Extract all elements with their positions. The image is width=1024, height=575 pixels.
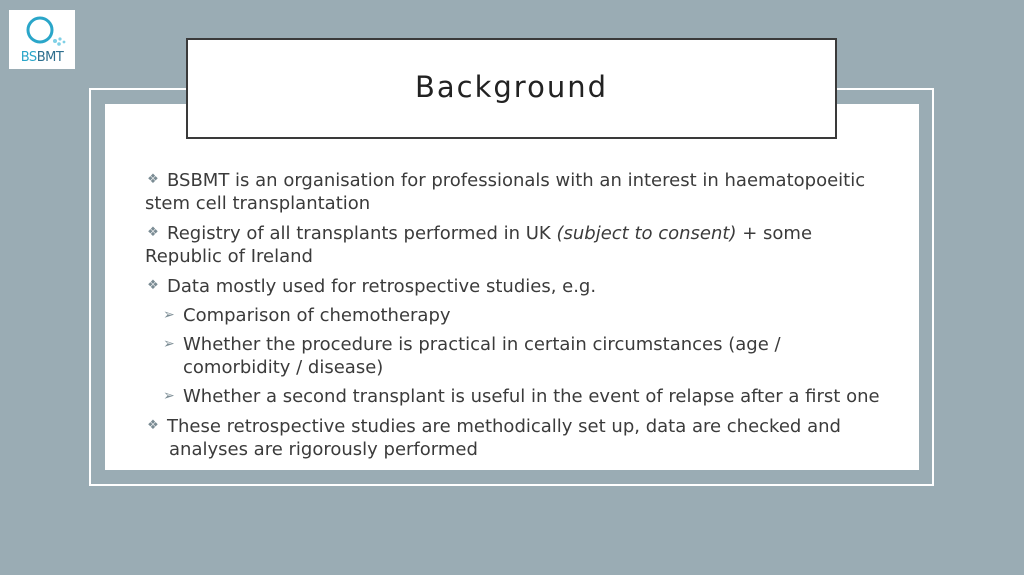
title-box (186, 38, 837, 139)
slide-title: Background (414, 69, 608, 104)
bullet-item: ❖ Data mostly used for retrospective studies, e.g. (145, 274, 880, 298)
diamond-bullet-icon: ❖ (147, 418, 159, 433)
arrow-bullet-icon: ➢ (163, 307, 175, 323)
bsbmt-logo (9, 10, 75, 69)
arrow-bullet-icon: ➢ (163, 336, 175, 352)
diamond-bullet-icon: ❖ (147, 278, 159, 293)
bullet-item: ❖ BSBMT is an organisation for professionals with an interest in haematopoeitic stem cell transplantation (145, 170, 866, 214)
logo-wordmark: BSBMT (20, 50, 64, 65)
bullet-list (145, 168, 880, 467)
diamond-bullet-icon: ❖ (147, 172, 159, 187)
diamond-bullet-icon: ❖ (147, 225, 159, 240)
bullet-item: ❖ These retrospective studies are methodically set up, data are checked and analyses are rigorously performed (145, 414, 880, 461)
bullet-item: ❖ Registry of all transplants performed in UK (subject to consent) + some Republic of Ireland (145, 223, 813, 267)
sub-bullet-item: ➢ Whether a second transplant is useful in the event of relapse after a first one (163, 386, 880, 407)
arrow-bullet-icon: ➢ (163, 388, 175, 404)
sub-bullet-item: ➢ Whether the procedure is practical in certain circumstances (age / comorbidity / disease) (163, 334, 781, 378)
sub-bullet-item: ➢ Comparison of chemotherapy (163, 305, 451, 326)
